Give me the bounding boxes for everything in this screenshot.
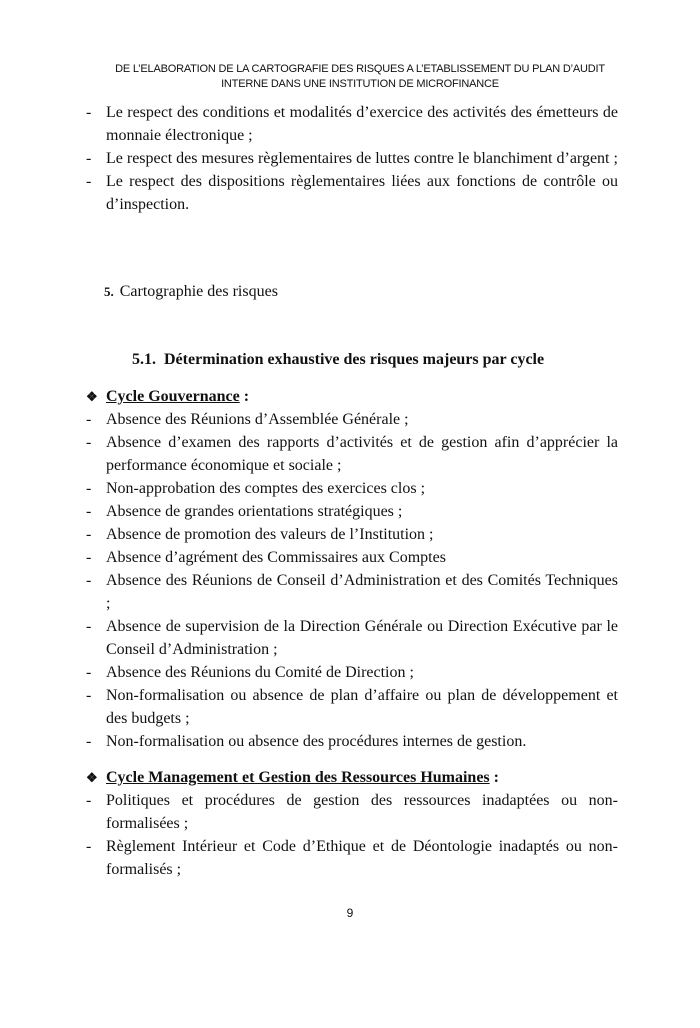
dash-bullet: -: [86, 480, 92, 497]
dash-bullet: -: [86, 526, 92, 543]
section-number: 5.1.: [132, 351, 156, 368]
section-heading-5: [104, 280, 278, 303]
dash-bullet: -: [86, 150, 92, 167]
section-number: 5.: [104, 284, 114, 299]
list-item: - Règlement Intérieur et Code d’Ethique et de Déontologie inadaptés ou non-formalisés ;: [86, 835, 618, 881]
section-title: Détermination exhaustive des risques majeurs par cycle: [164, 351, 545, 368]
list-item: - Absence de grandes orientations stratégiques ;: [86, 500, 618, 523]
dash-bullet: -: [86, 572, 92, 589]
dash-bullet: -: [86, 838, 92, 855]
list-item: - Politiques et procédures de gestion des ressources inadaptées ou non-formalisées ;: [86, 789, 618, 835]
list-item: - Absence des Réunions du Comité de Direction ;: [86, 661, 618, 684]
section-title: Cartographie des risques: [119, 283, 278, 300]
intro-list: [86, 101, 618, 216]
list-item: - Absence d’agrément des Commissaires aux Comptes: [86, 546, 618, 569]
dash-bullet: -: [86, 173, 92, 190]
dash-bullet: -: [86, 503, 92, 520]
list-item: - Non-formalisation ou absence de plan d’affaire ou plan de développement et des budgets ;: [86, 684, 618, 730]
dash-bullet: -: [86, 434, 92, 451]
list-item: - Le respect des mesures règlementaires de luttes contre le blanchiment d’argent ;: [86, 147, 618, 170]
list-item: - Le respect des conditions et modalités d’exercice des activités des émetteurs de monnaie électronique ;: [86, 101, 618, 147]
dash-bullet: -: [86, 687, 92, 704]
list-item: - Absence d’examen des rapports d’activités et de gestion afin d’apprécier la performance économique et sociale ;: [86, 431, 618, 477]
header-line-2: INTERNE DANS UNE INSTITUTION DE MICROFINANCE: [221, 78, 499, 90]
header-line-1: DE L’ELABORATION DE LA CARTOGRAFIE DES RISQUES A L’ETABLISSEMENT DU PLAN D’AUDIT: [115, 63, 605, 75]
cycle-heading: ❖ Cycle Gouvernance :: [86, 385, 618, 408]
dash-bullet: -: [86, 664, 92, 681]
dash-bullet: -: [86, 549, 92, 566]
dash-bullet: -: [86, 618, 92, 635]
page-number: 9: [346, 906, 354, 920]
dash-bullet: -: [86, 104, 92, 121]
cycle-heading: ❖ Cycle Management et Gestion des Ressources Humaines :: [86, 766, 618, 789]
diamond-bullet-icon: ❖: [86, 389, 98, 404]
section-heading-5-1: [132, 348, 544, 371]
dash-bullet: -: [86, 411, 92, 428]
list-item: - Le respect des dispositions règlementaires liées aux fonctions de contrôle ou d’inspection.: [86, 170, 618, 216]
list-item: - Non-approbation des comptes des exercices clos ;: [86, 477, 618, 500]
cycle-gouvernance-list: [86, 385, 618, 753]
list-item: - Absence de supervision de la Direction Générale ou Direction Exécutive par le Conseil d’Administration ;: [86, 615, 618, 661]
running-header: [80, 62, 640, 92]
diamond-bullet-icon: ❖: [86, 770, 98, 785]
list-item: - Absence des Réunions d’Assemblée Générale ;: [86, 408, 618, 431]
list-item: - Absence de promotion des valeurs de l’Institution ;: [86, 523, 618, 546]
list-item: - Absence des Réunions de Conseil d’Administration et des Comités Techniques ;: [86, 569, 618, 615]
cycle-rh-list: [86, 766, 618, 881]
list-item: - Non-formalisation ou absence des procédures internes de gestion.: [86, 730, 618, 753]
dash-bullet: -: [86, 792, 92, 809]
dash-bullet: -: [86, 733, 92, 750]
